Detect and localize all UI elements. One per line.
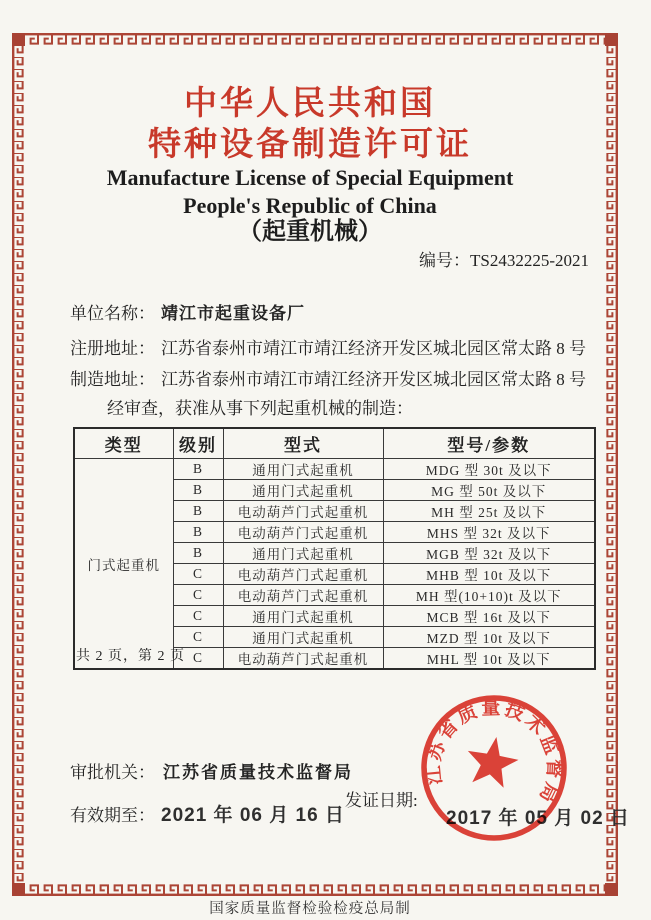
cell-grade: B	[173, 522, 223, 543]
issue-date-label: 发证日期:	[345, 791, 418, 810]
cell-form: 通用门式起重机	[223, 480, 383, 501]
license-number-label: 编号：	[419, 251, 470, 270]
manufacture-address-line	[70, 365, 586, 390]
col-header-form: 型式	[223, 428, 383, 459]
cell-model: MGB 型 32t 及以下	[383, 543, 595, 564]
license-table	[73, 427, 596, 670]
valid-until-date: 2021 年 06 月 16 日	[161, 805, 345, 826]
cell-form: 电动葫芦门式起重机	[223, 522, 383, 543]
license-number	[419, 246, 589, 271]
cell-model: MH 型 25t 及以下	[383, 501, 595, 522]
cell-grade: C	[173, 564, 223, 585]
cell-grade: C	[173, 585, 223, 606]
cell-form: 通用门式起重机	[223, 627, 383, 648]
cell-form: 电动葫芦门式起重机	[223, 585, 383, 606]
valid-until-line	[70, 800, 345, 827]
cell-model: MH 型(10+10)t 及以下	[383, 585, 595, 606]
license-number-value: TS2432225-2021	[470, 251, 589, 270]
company-name-line	[70, 299, 305, 324]
cell-form: 电动葫芦门式起重机	[223, 648, 383, 670]
cell-grade: C	[173, 627, 223, 648]
approval-authority-value: 江苏省质量技术监督局	[163, 763, 353, 782]
col-header-grade: 级别	[173, 428, 223, 459]
table-header-row	[74, 428, 595, 459]
border-top	[12, 33, 618, 45]
cell-form: 电动葫芦门式起重机	[223, 564, 383, 585]
border-left	[12, 33, 24, 896]
registered-address-label: 注册地址：	[70, 339, 155, 358]
title-en-line2: People's Republic of China	[183, 193, 437, 218]
seal-text: 江苏省质量技术监督局	[423, 697, 565, 809]
manufacture-address-value: 江苏省泰州市靖江市靖江经济开发区城北园区常太路 8 号	[161, 370, 586, 389]
cell-model: MG 型 50t 及以下	[383, 480, 595, 501]
border-corner-bl	[12, 883, 25, 896]
valid-until-label: 有效期至：	[70, 806, 155, 825]
border-right	[606, 33, 618, 896]
official-seal	[401, 675, 586, 860]
cell-model: MHS 型 32t 及以下	[383, 522, 595, 543]
cell-model: MHL 型 10t 及以下	[383, 648, 595, 670]
title-cn-line1: 中华人民共和国	[184, 86, 436, 122]
cell-form: 通用门式起重机	[223, 459, 383, 480]
cell-model: MZD 型 10t 及以下	[383, 627, 595, 648]
equipment-category-subtitle: （起重机械）	[238, 218, 382, 245]
border-corner-br	[605, 883, 618, 896]
approval-authority-label: 审批机关：	[70, 763, 155, 782]
license-table-body	[74, 459, 595, 670]
cell-form: 通用门式起重机	[223, 543, 383, 564]
col-header-model: 型号/参数	[383, 428, 595, 459]
border-corner-tl	[12, 33, 25, 46]
cell-model: MDG 型 30t 及以下	[383, 459, 595, 480]
cell-form: 电动葫芦门式起重机	[223, 501, 383, 522]
registered-address-value: 江苏省泰州市靖江市靖江经济开发区城北园区常太路 8 号	[161, 339, 586, 358]
issue-date-value: 2017 年 05 月 02 日	[446, 808, 630, 829]
approval-note: 经审查，获准从事下列起重机械的制造：	[107, 399, 413, 418]
company-name-label: 单位名称：	[70, 304, 155, 323]
company-name-value: 靖江市起重设备厂	[161, 304, 305, 323]
col-header-type: 类型	[74, 428, 173, 459]
issuing-body-footer: 国家质量监督检验检疫总局制	[209, 901, 411, 917]
title-cn-line2: 特种设备制造许可证	[148, 127, 472, 163]
cell-grade: B	[173, 501, 223, 522]
seal-star-icon	[463, 732, 522, 789]
page-count-note: 共 2 页，第 2 页	[76, 649, 185, 664]
approval-authority-line	[70, 758, 353, 783]
border-bottom	[12, 884, 618, 896]
cell-form: 通用门式起重机	[223, 606, 383, 627]
cell-grade: B	[173, 480, 223, 501]
cell-grade: B	[173, 459, 223, 480]
border-corner-tr	[605, 33, 618, 46]
cell-grade: C	[173, 606, 223, 627]
cell-grade: B	[173, 543, 223, 564]
manufacture-address-label: 制造地址：	[70, 370, 155, 389]
cell-grade: C	[173, 648, 223, 670]
registered-address-line	[70, 334, 586, 359]
cell-model: MCB 型 16t 及以下	[383, 606, 595, 627]
title-en-line1: Manufacture License of Special Equipment	[106, 165, 514, 190]
table-row	[74, 459, 595, 480]
cell-model: MHB 型 10t 及以下	[383, 564, 595, 585]
cell-type-group: 门式起重机	[74, 459, 173, 670]
